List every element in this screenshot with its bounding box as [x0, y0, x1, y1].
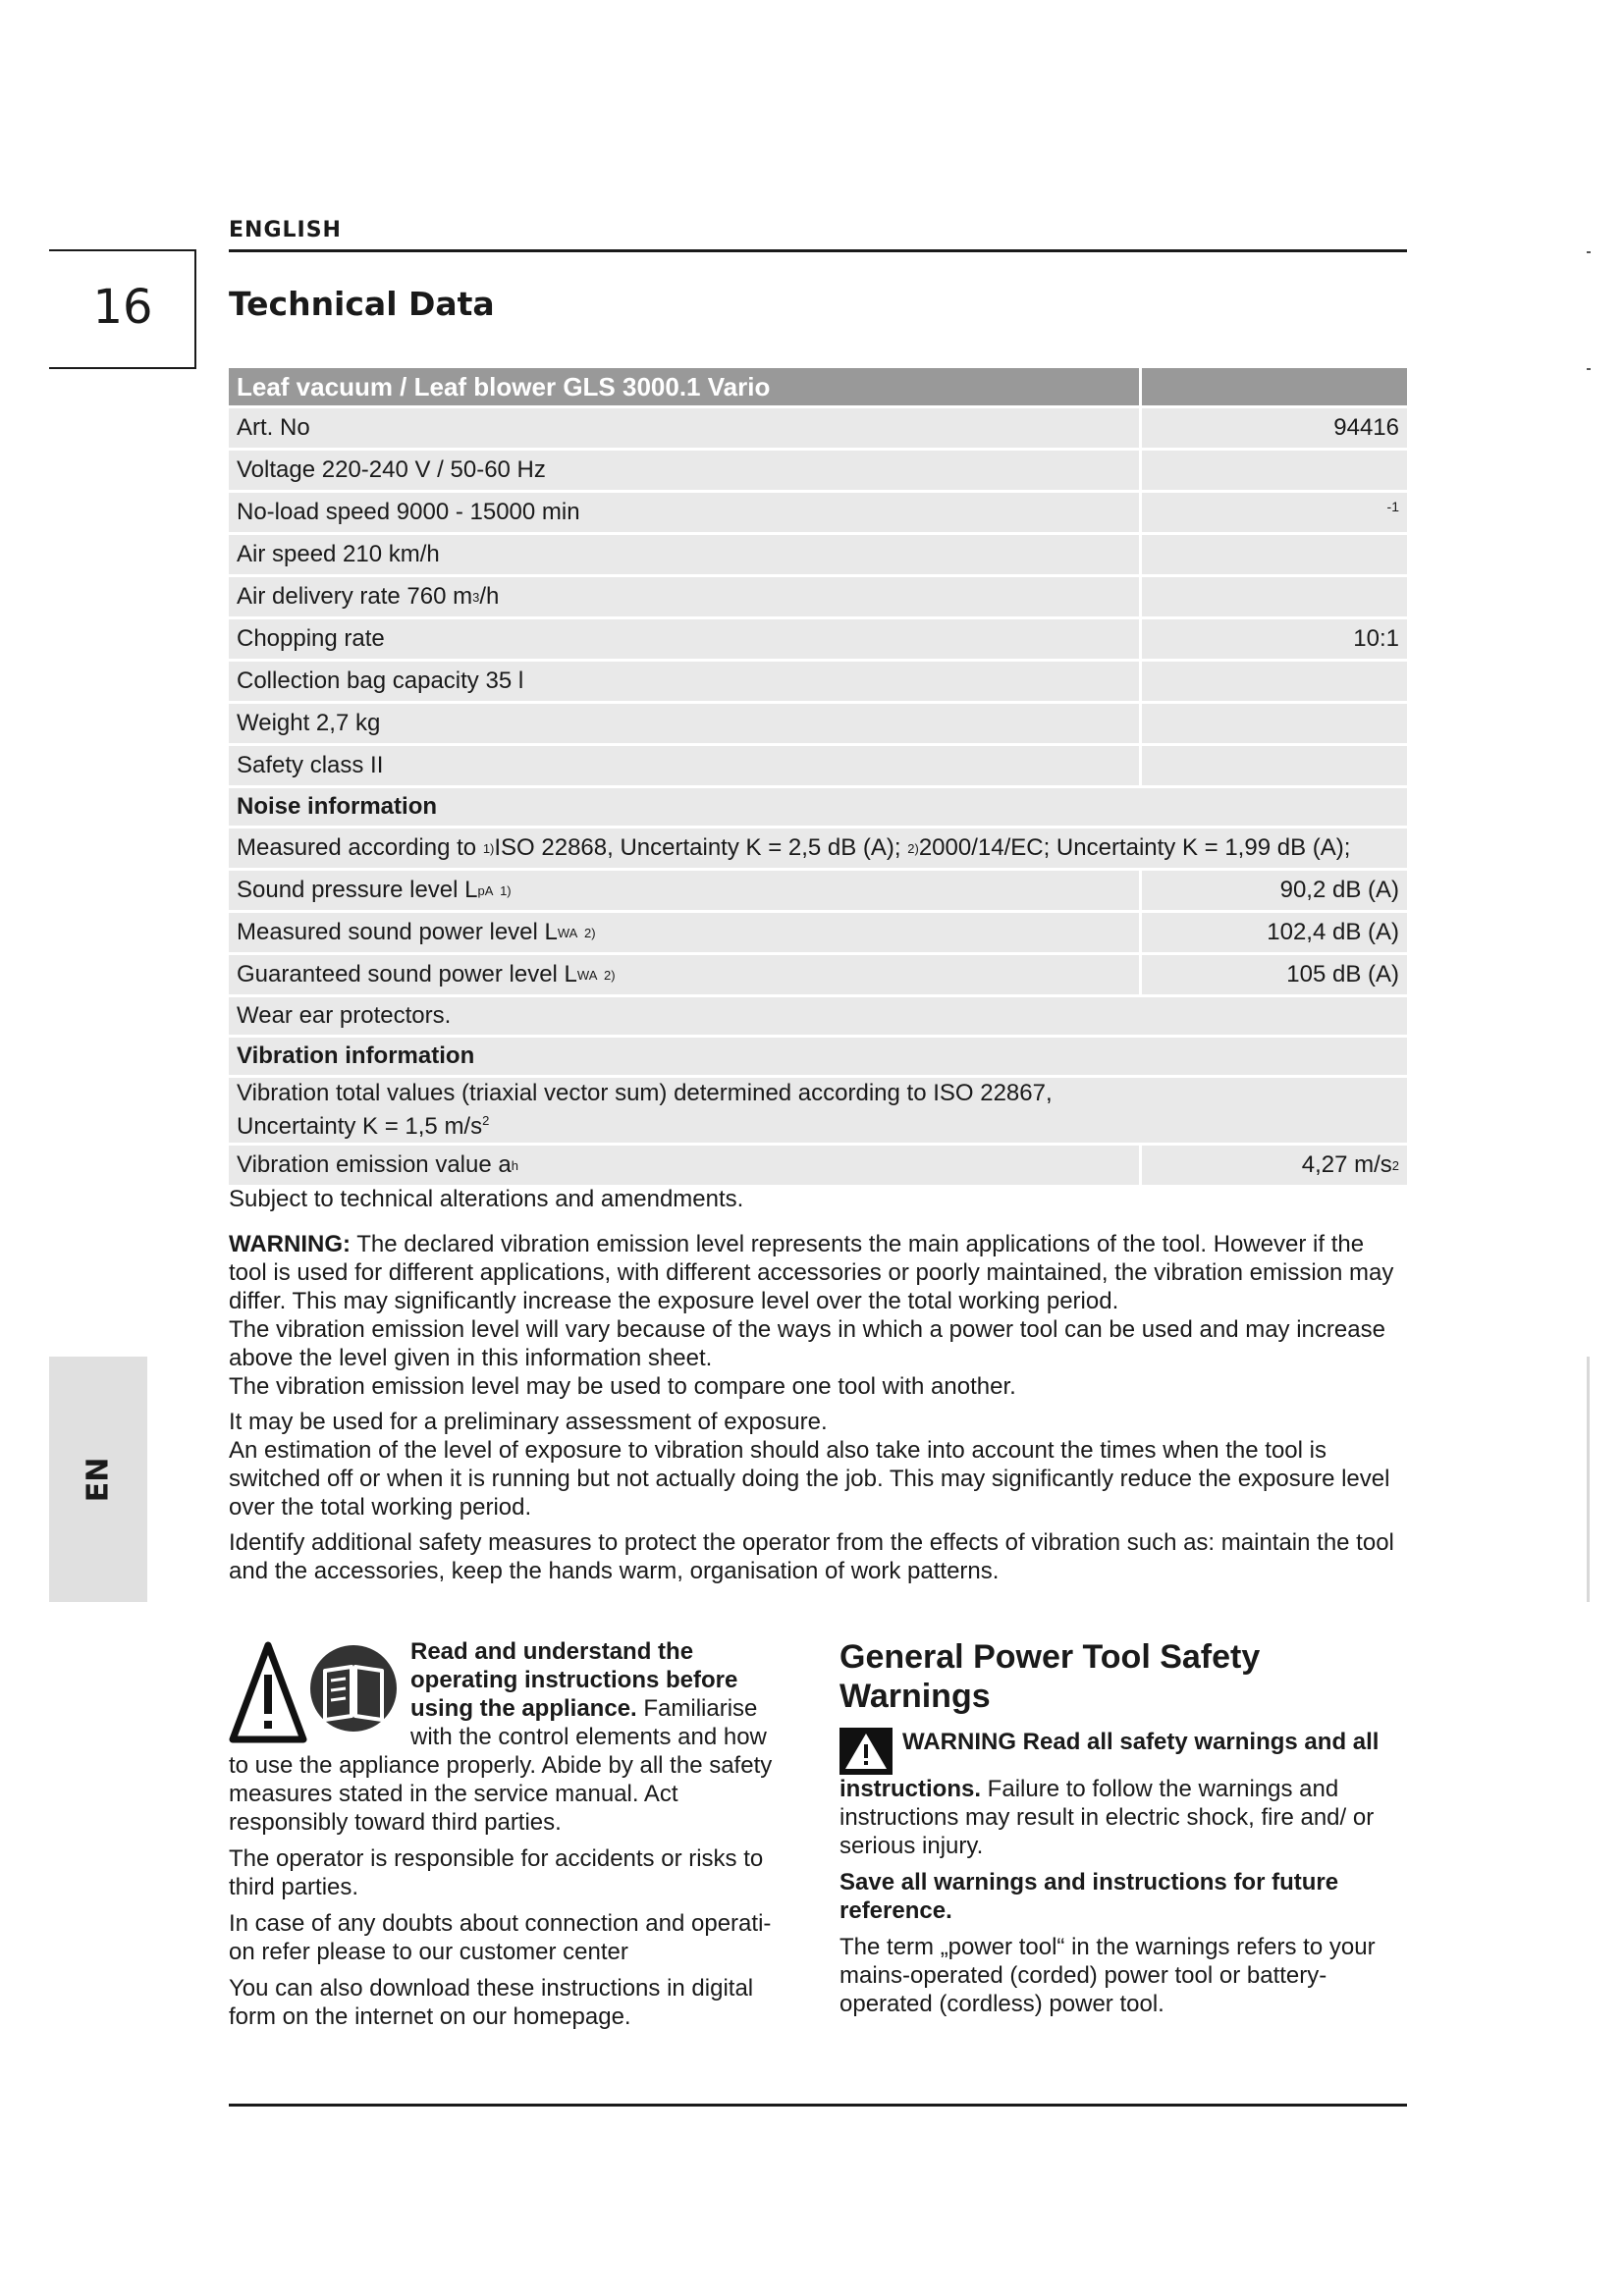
row-value: 94416 [1142, 408, 1407, 448]
table-header-empty [1142, 368, 1407, 405]
vibration-heading: Vibration information [229, 1038, 1407, 1075]
table-row [229, 1038, 1407, 1075]
technical-data-table [229, 368, 1407, 1188]
warning-paragraph: WARNING: The declared vibration emission level represents the main applications of the tool. However if the tool is used for different applications, with different accessories or poorly maintained, the vibration emission may differ. This may significantly increase the exposure level over the total working period. [229, 1231, 1394, 1314]
subject-note: Subject to technical alterations and amendments. [229, 1186, 744, 1212]
table-row [229, 955, 1407, 994]
table-row [229, 1078, 1407, 1143]
table-row [229, 871, 1407, 910]
table-row [229, 451, 1407, 490]
noise-heading: Noise information [229, 788, 1407, 826]
manual-book-icon [229, 1637, 401, 1750]
save-instructions: Save all warnings and instructions for future reference. [839, 1869, 1339, 1924]
table-row [229, 913, 1407, 952]
row-label: Vibration emission value a h [229, 1146, 1139, 1185]
row-label: Measured sound power level L WA 2) [229, 913, 1139, 952]
row-label: Air delivery rate 760 m 3 /h [229, 577, 1139, 616]
table-header-row [229, 368, 1407, 405]
warning-paragraph: WARNING Read all safety warnings and all instructions. Failure to follow the warnings and instructions may result in electric shock, fire and/ or serious injury. [839, 1729, 1380, 1859]
edge-mark [1587, 251, 1591, 253]
row-value: -1 [1142, 493, 1407, 532]
download-note: You can also download these instructions in digital form on the internet on our homepage. [229, 1975, 754, 2030]
row-value: 102,4 dB (A) [1142, 913, 1407, 952]
row-value: 90,2 dB (A) [1142, 871, 1407, 910]
table-row [229, 1146, 1407, 1185]
row-label: Art. No [229, 408, 1139, 448]
row-value [1142, 746, 1407, 785]
section-title: Technical Data [229, 285, 495, 323]
edge-mark [1587, 368, 1591, 370]
row-value [1142, 577, 1407, 616]
row-value: 10:1 [1142, 619, 1407, 659]
row-label: Safety class II [229, 746, 1139, 785]
row-value [1142, 662, 1407, 701]
row-value: 4,27 m/s 2 [1142, 1146, 1407, 1185]
power-tool-term: The term „power tool“ in the warnings refers to your mains-operated (corded) power tool or battery-operated (cordless) power tool. [839, 1934, 1376, 2017]
side-edge-line [1587, 1357, 1590, 1602]
intro-paragraph: Read and understand the operating instructions before using the appliance. Familiarise with the control elements and how to use the appliance properly. Abide by all the safety measures stated in the service manual. Act responsibly toward third parties. [229, 1638, 773, 1836]
side-tab-label: EN [81, 1457, 116, 1502]
safety-warnings-column [839, 1637, 1419, 2026]
read-instructions-column [229, 1637, 788, 2039]
row-label: Voltage 220-240 V / 50-60 Hz [229, 451, 1139, 490]
row-label: Sound pressure level L pA 1) [229, 871, 1139, 910]
header-rule [229, 249, 1407, 252]
noise-measured-note: Measured according to 1) ISO 22868, Uncertainty K = 2,5 dB (A); 2) 2000/14/EC; Uncertainty K = 1,99 dB (A); [229, 828, 1407, 868]
table-title: Leaf vacuum / Leaf blower GLS 3000.1 Vario [229, 368, 1139, 405]
table-row [229, 577, 1407, 616]
table-row [229, 828, 1407, 868]
row-label: Weight 2,7 kg [229, 704, 1139, 743]
row-label: Guaranteed sound power level L WA 2) [229, 955, 1139, 994]
warning-paragraph: It may be used for a preliminary assessment of exposure. [229, 1409, 828, 1435]
ear-protectors-note: Wear ear protectors. [229, 997, 1407, 1035]
footer-rule [229, 2104, 1407, 2107]
warning-badge-icon [839, 1728, 893, 1775]
safety-warnings-heading: General Power Tool Safety Warnings [839, 1638, 1261, 1715]
table-row [229, 704, 1407, 743]
warning-paragraph: The vibration emission level may be used to compare one tool with another. [229, 1373, 1016, 1400]
warning-paragraph: Identify additional safety measures to protect the operator from the effects of vibration such as: maintain the tool and the accessories, keep the hands warm, organisation of work patterns. [229, 1529, 1394, 1584]
row-value: 105 dB (A) [1142, 955, 1407, 994]
row-value [1142, 535, 1407, 574]
table-row [229, 788, 1407, 826]
vibration-total-note: Vibration total values (triaxial vector sum) determined according to ISO 22867, Uncertainty K = 1,5 $m/s^2$ [229, 1078, 1407, 1143]
row-value [1142, 704, 1407, 743]
vibration-warning-block [229, 1230, 1407, 1585]
language-header: ENGLISH [229, 218, 342, 242]
customer-center-note: In case of any doubts about connection and operati-on refer please to our customer center [229, 1910, 772, 1965]
row-label: No-load speed 9000 - 15000 min [229, 493, 1139, 532]
table-row [229, 746, 1407, 785]
table-row [229, 619, 1407, 659]
row-label: Chopping rate [229, 619, 1139, 659]
warning-paragraph: An estimation of the level of exposure to vibration should also take into account the times when the tool is switched off or when it is running but not actually doing the job. This may significantly reduce the exposure level over the total working period. [229, 1437, 1390, 1521]
table-row [229, 493, 1407, 532]
table-row [229, 662, 1407, 701]
warning-paragraph: The vibration emission level will vary because of the ways in which a power tool can be used and may increase above the level given in this information sheet. [229, 1316, 1385, 1371]
page-number: 16 [92, 280, 153, 335]
operator-responsibility: The operator is responsible for accidents or risks to third parties. [229, 1845, 764, 1900]
table-row [229, 997, 1407, 1035]
table-row [229, 535, 1407, 574]
row-label: Air speed 210 km/h [229, 535, 1139, 574]
row-label: Collection bag capacity 35 l [229, 662, 1139, 701]
table-row [229, 408, 1407, 448]
row-value [1142, 451, 1407, 490]
